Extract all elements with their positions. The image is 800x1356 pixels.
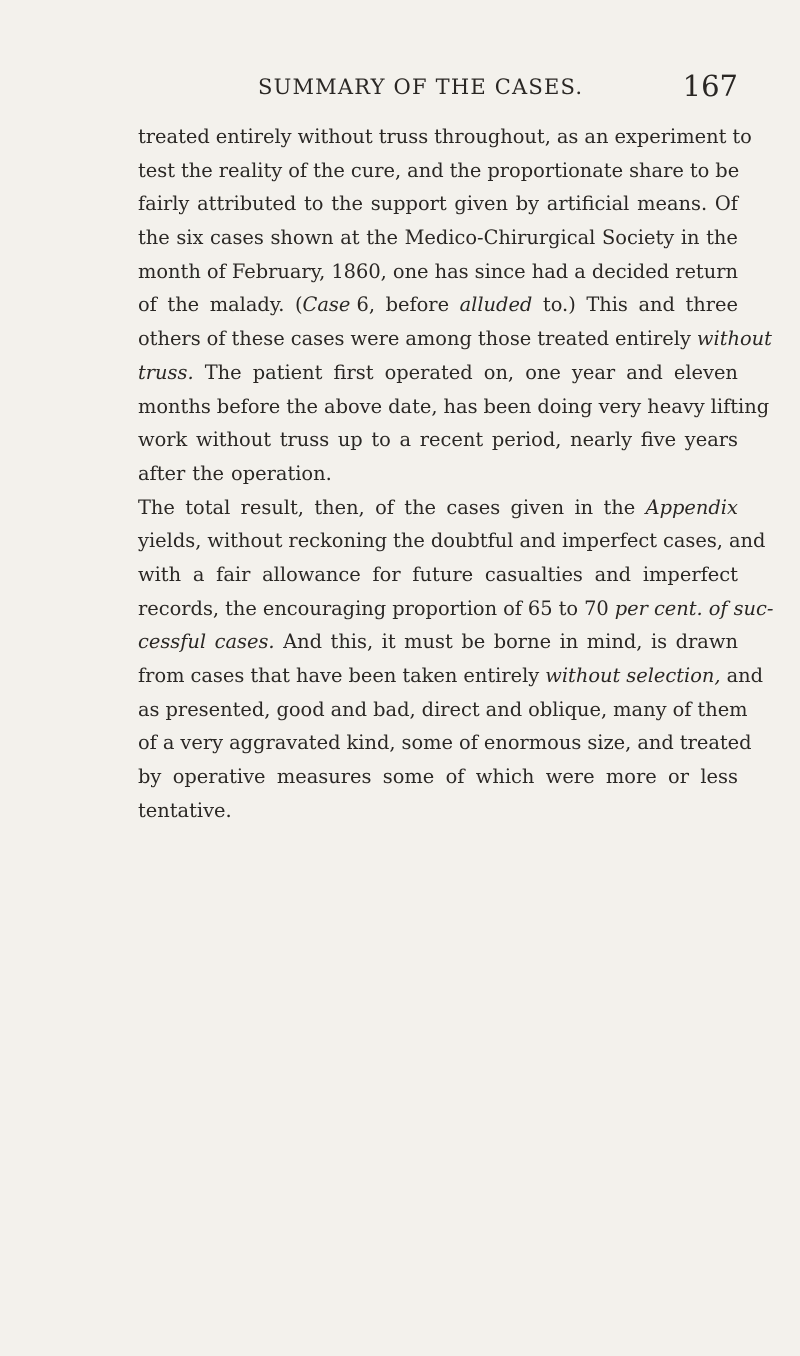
word: as <box>138 697 160 721</box>
word: treated <box>138 125 210 148</box>
word: year <box>571 360 616 384</box>
word: in <box>559 630 579 654</box>
text-line-3 <box>138 187 738 221</box>
running-title: SUMMARY OF THE CASES. <box>258 75 584 99</box>
word: size, <box>587 731 632 755</box>
word: taken <box>402 664 458 687</box>
word: and <box>519 529 556 553</box>
word: reckoning <box>288 529 388 553</box>
word: entirely <box>215 125 292 148</box>
word: have <box>295 664 343 687</box>
word: measures <box>276 765 372 789</box>
word: The <box>138 495 175 519</box>
word: the <box>181 158 213 182</box>
word: truss <box>378 125 429 148</box>
word: to <box>371 428 391 452</box>
word: of <box>206 259 226 283</box>
text-line-2 <box>138 154 738 188</box>
word: suc- <box>733 596 774 620</box>
text-line-6 <box>138 288 738 322</box>
text-line-15 <box>138 592 774 626</box>
word: 70 <box>584 596 609 620</box>
word: first <box>333 360 374 384</box>
word: the <box>313 158 345 182</box>
word: entirely <box>463 664 540 687</box>
word: for <box>372 562 401 586</box>
word: and <box>638 293 675 317</box>
word: shown <box>270 226 334 250</box>
word: future <box>412 562 474 586</box>
word: the <box>225 596 257 620</box>
word: of <box>672 697 692 721</box>
word: mind, <box>586 630 643 654</box>
word: month <box>138 259 201 283</box>
word: (Case 6, <box>294 293 376 317</box>
word: and <box>407 158 444 182</box>
word: cases <box>210 226 264 250</box>
word: the <box>192 461 225 485</box>
word: very <box>598 394 642 418</box>
word: to <box>689 158 710 182</box>
word: in <box>574 495 594 519</box>
word: fairly <box>138 192 190 216</box>
word: in <box>680 226 700 250</box>
word: treated <box>537 327 610 351</box>
word: the <box>603 495 636 519</box>
word: patient <box>252 360 323 384</box>
text-line-10 <box>138 423 738 457</box>
word: of <box>288 158 308 182</box>
word: recent <box>419 428 484 452</box>
word: them <box>697 697 748 721</box>
word: total <box>185 495 231 519</box>
word: the <box>331 192 363 216</box>
word: without <box>207 529 283 553</box>
running-head <box>138 69 738 112</box>
word: it <box>381 630 396 654</box>
word: encouraging <box>262 596 387 620</box>
text-line-9 <box>138 390 770 424</box>
word: these <box>231 327 285 351</box>
text-line-17 <box>138 659 764 693</box>
word: on, <box>483 360 515 384</box>
word: Medico-Chirurgical <box>404 226 596 250</box>
word: bad, <box>373 697 416 721</box>
word: at <box>340 226 360 250</box>
word: proportionate <box>487 158 624 182</box>
word: and <box>626 360 663 384</box>
word: up <box>337 428 363 452</box>
word: the <box>366 226 398 250</box>
word: the <box>449 158 482 182</box>
word: is <box>650 630 668 654</box>
text-line-5 <box>138 255 738 289</box>
word: the <box>167 293 200 317</box>
word: of <box>708 596 728 620</box>
word: among <box>405 327 472 351</box>
word: were <box>350 327 400 351</box>
word: share <box>629 158 684 182</box>
word: the <box>393 529 425 553</box>
word: by <box>138 765 162 789</box>
word: the <box>706 226 738 250</box>
word: means. <box>637 192 708 216</box>
body-text <box>138 120 774 827</box>
word: above <box>324 394 383 418</box>
word: some <box>382 765 435 789</box>
word: without <box>545 664 621 687</box>
word: throughout, <box>434 125 551 148</box>
word: months <box>138 394 211 418</box>
word: operated <box>384 360 473 384</box>
word: return <box>675 259 738 283</box>
word: lifting <box>710 394 770 418</box>
word: without <box>696 327 772 351</box>
word: of <box>459 731 478 755</box>
word: operative <box>172 765 266 789</box>
word: those <box>477 327 532 351</box>
word: imperfect <box>642 562 738 586</box>
text-line-12 <box>138 491 738 525</box>
word: one <box>525 360 561 384</box>
word: 65 <box>527 596 553 620</box>
word: artificial <box>546 192 630 216</box>
text-line-4 <box>138 221 738 255</box>
word: of <box>375 495 394 519</box>
word: then, <box>314 495 365 519</box>
word: and <box>728 529 766 553</box>
word: work <box>138 428 188 452</box>
word: without <box>195 428 272 452</box>
word: that <box>250 664 290 687</box>
word: to.) <box>542 293 576 317</box>
word: others <box>138 327 201 351</box>
word: direct <box>421 697 480 721</box>
word: good <box>276 697 325 721</box>
word: and <box>485 697 523 721</box>
word: had <box>531 259 569 283</box>
word: heavy <box>647 394 705 418</box>
word: nearly <box>570 428 633 452</box>
word: experiment <box>614 125 727 148</box>
word: The <box>204 360 242 384</box>
word: selection, <box>626 664 721 687</box>
word: records, <box>138 596 220 620</box>
word: allowance <box>262 562 361 586</box>
word: and <box>637 731 674 755</box>
word: cent. <box>653 596 703 620</box>
word: entirely <box>615 327 691 351</box>
word: drawn <box>675 630 738 654</box>
word: eleven <box>673 360 738 384</box>
word: the <box>404 495 437 519</box>
word: from <box>138 664 185 687</box>
word: And <box>283 630 323 654</box>
word: yields, <box>138 529 202 553</box>
word: before <box>216 394 281 418</box>
word: which <box>475 765 535 789</box>
word: alluded <box>459 293 533 317</box>
word: a <box>574 259 586 283</box>
word: and <box>330 697 368 721</box>
word: cure, <box>350 158 402 182</box>
word: decided <box>591 259 670 283</box>
word: cases <box>446 495 501 519</box>
word: been <box>348 664 397 687</box>
word: and <box>726 664 764 687</box>
word: period, <box>491 428 562 452</box>
word: 1860, <box>331 259 387 283</box>
word: one <box>392 259 429 283</box>
text-line-20 <box>138 760 738 794</box>
word: by <box>515 192 540 216</box>
word: more <box>605 765 657 789</box>
word: cases, <box>663 529 723 553</box>
word: a <box>399 428 412 452</box>
word: reality <box>218 158 283 182</box>
word: doing <box>537 394 593 418</box>
page-number: 167 <box>682 69 738 103</box>
word: many <box>613 697 667 721</box>
word: has <box>443 394 478 418</box>
word: malady. <box>209 293 285 317</box>
word: operation. <box>231 461 332 485</box>
word: Society <box>601 226 675 250</box>
word: tentative. <box>138 798 232 822</box>
word: of <box>138 731 157 755</box>
word: truss. <box>138 360 194 384</box>
word: six <box>176 226 204 250</box>
word: or <box>668 765 689 789</box>
word: of <box>503 596 522 620</box>
word: to <box>732 125 752 148</box>
word: of <box>206 327 226 351</box>
word: the <box>138 226 170 250</box>
text-line-21 <box>138 794 738 828</box>
word: attributed <box>197 192 297 216</box>
text-line-7 <box>138 322 772 356</box>
word: given <box>510 495 565 519</box>
word: doubtful <box>430 529 514 553</box>
word: a <box>162 731 175 755</box>
text-line-19 <box>138 726 752 760</box>
word: imperfect <box>561 529 657 553</box>
word: of <box>138 293 157 317</box>
word: cases <box>290 327 345 351</box>
word: date, <box>388 394 438 418</box>
word: cessful <box>138 630 207 654</box>
word: as <box>556 125 579 148</box>
word: February, <box>231 259 326 283</box>
word: and <box>594 562 632 586</box>
word: has <box>434 259 469 283</box>
word: fair <box>216 562 251 586</box>
word: support <box>370 192 447 216</box>
word: test <box>138 158 176 182</box>
word: some <box>401 731 454 755</box>
text-line-18 <box>138 693 748 727</box>
text-line-16 <box>138 625 738 659</box>
word: this, <box>330 630 374 654</box>
word: to <box>558 596 579 620</box>
word: five <box>640 428 677 452</box>
word: were <box>545 765 595 789</box>
word: proportion <box>392 596 498 620</box>
word: with <box>138 562 182 586</box>
word: cases <box>190 664 245 687</box>
word: been <box>483 394 532 418</box>
word: the <box>286 394 319 418</box>
word: presented, <box>165 697 271 721</box>
word: an <box>584 125 609 148</box>
word: cases. <box>214 630 275 654</box>
word: given <box>454 192 508 216</box>
text-line-11 <box>138 457 738 491</box>
word: years <box>684 428 738 452</box>
word: kind, <box>346 731 396 755</box>
word: be <box>715 158 740 182</box>
word: Appendix <box>645 495 738 519</box>
word: three <box>685 293 738 317</box>
word: per <box>614 596 648 620</box>
word: since <box>474 259 526 283</box>
word: enormous <box>483 731 582 755</box>
word: result, <box>240 495 304 519</box>
word: truss <box>279 428 330 452</box>
word: aggravated <box>229 731 341 755</box>
word: This <box>586 293 628 317</box>
word: after <box>138 461 186 485</box>
word: must <box>404 630 453 654</box>
word: borne <box>493 630 552 654</box>
word: a <box>192 562 205 586</box>
text-line-13 <box>138 524 766 558</box>
word: very <box>180 731 224 755</box>
word: treated <box>679 731 752 755</box>
word: casualties <box>484 562 583 586</box>
text-line-14 <box>138 558 738 592</box>
word: Of <box>714 192 738 216</box>
word: be <box>461 630 486 654</box>
word: of <box>445 765 465 789</box>
word: less <box>700 765 738 789</box>
word: before <box>385 293 450 317</box>
word: oblique, <box>528 697 608 721</box>
word: without <box>297 125 373 148</box>
word: to <box>304 192 324 216</box>
text-line-1 <box>138 120 752 154</box>
text-line-8 <box>138 356 738 390</box>
